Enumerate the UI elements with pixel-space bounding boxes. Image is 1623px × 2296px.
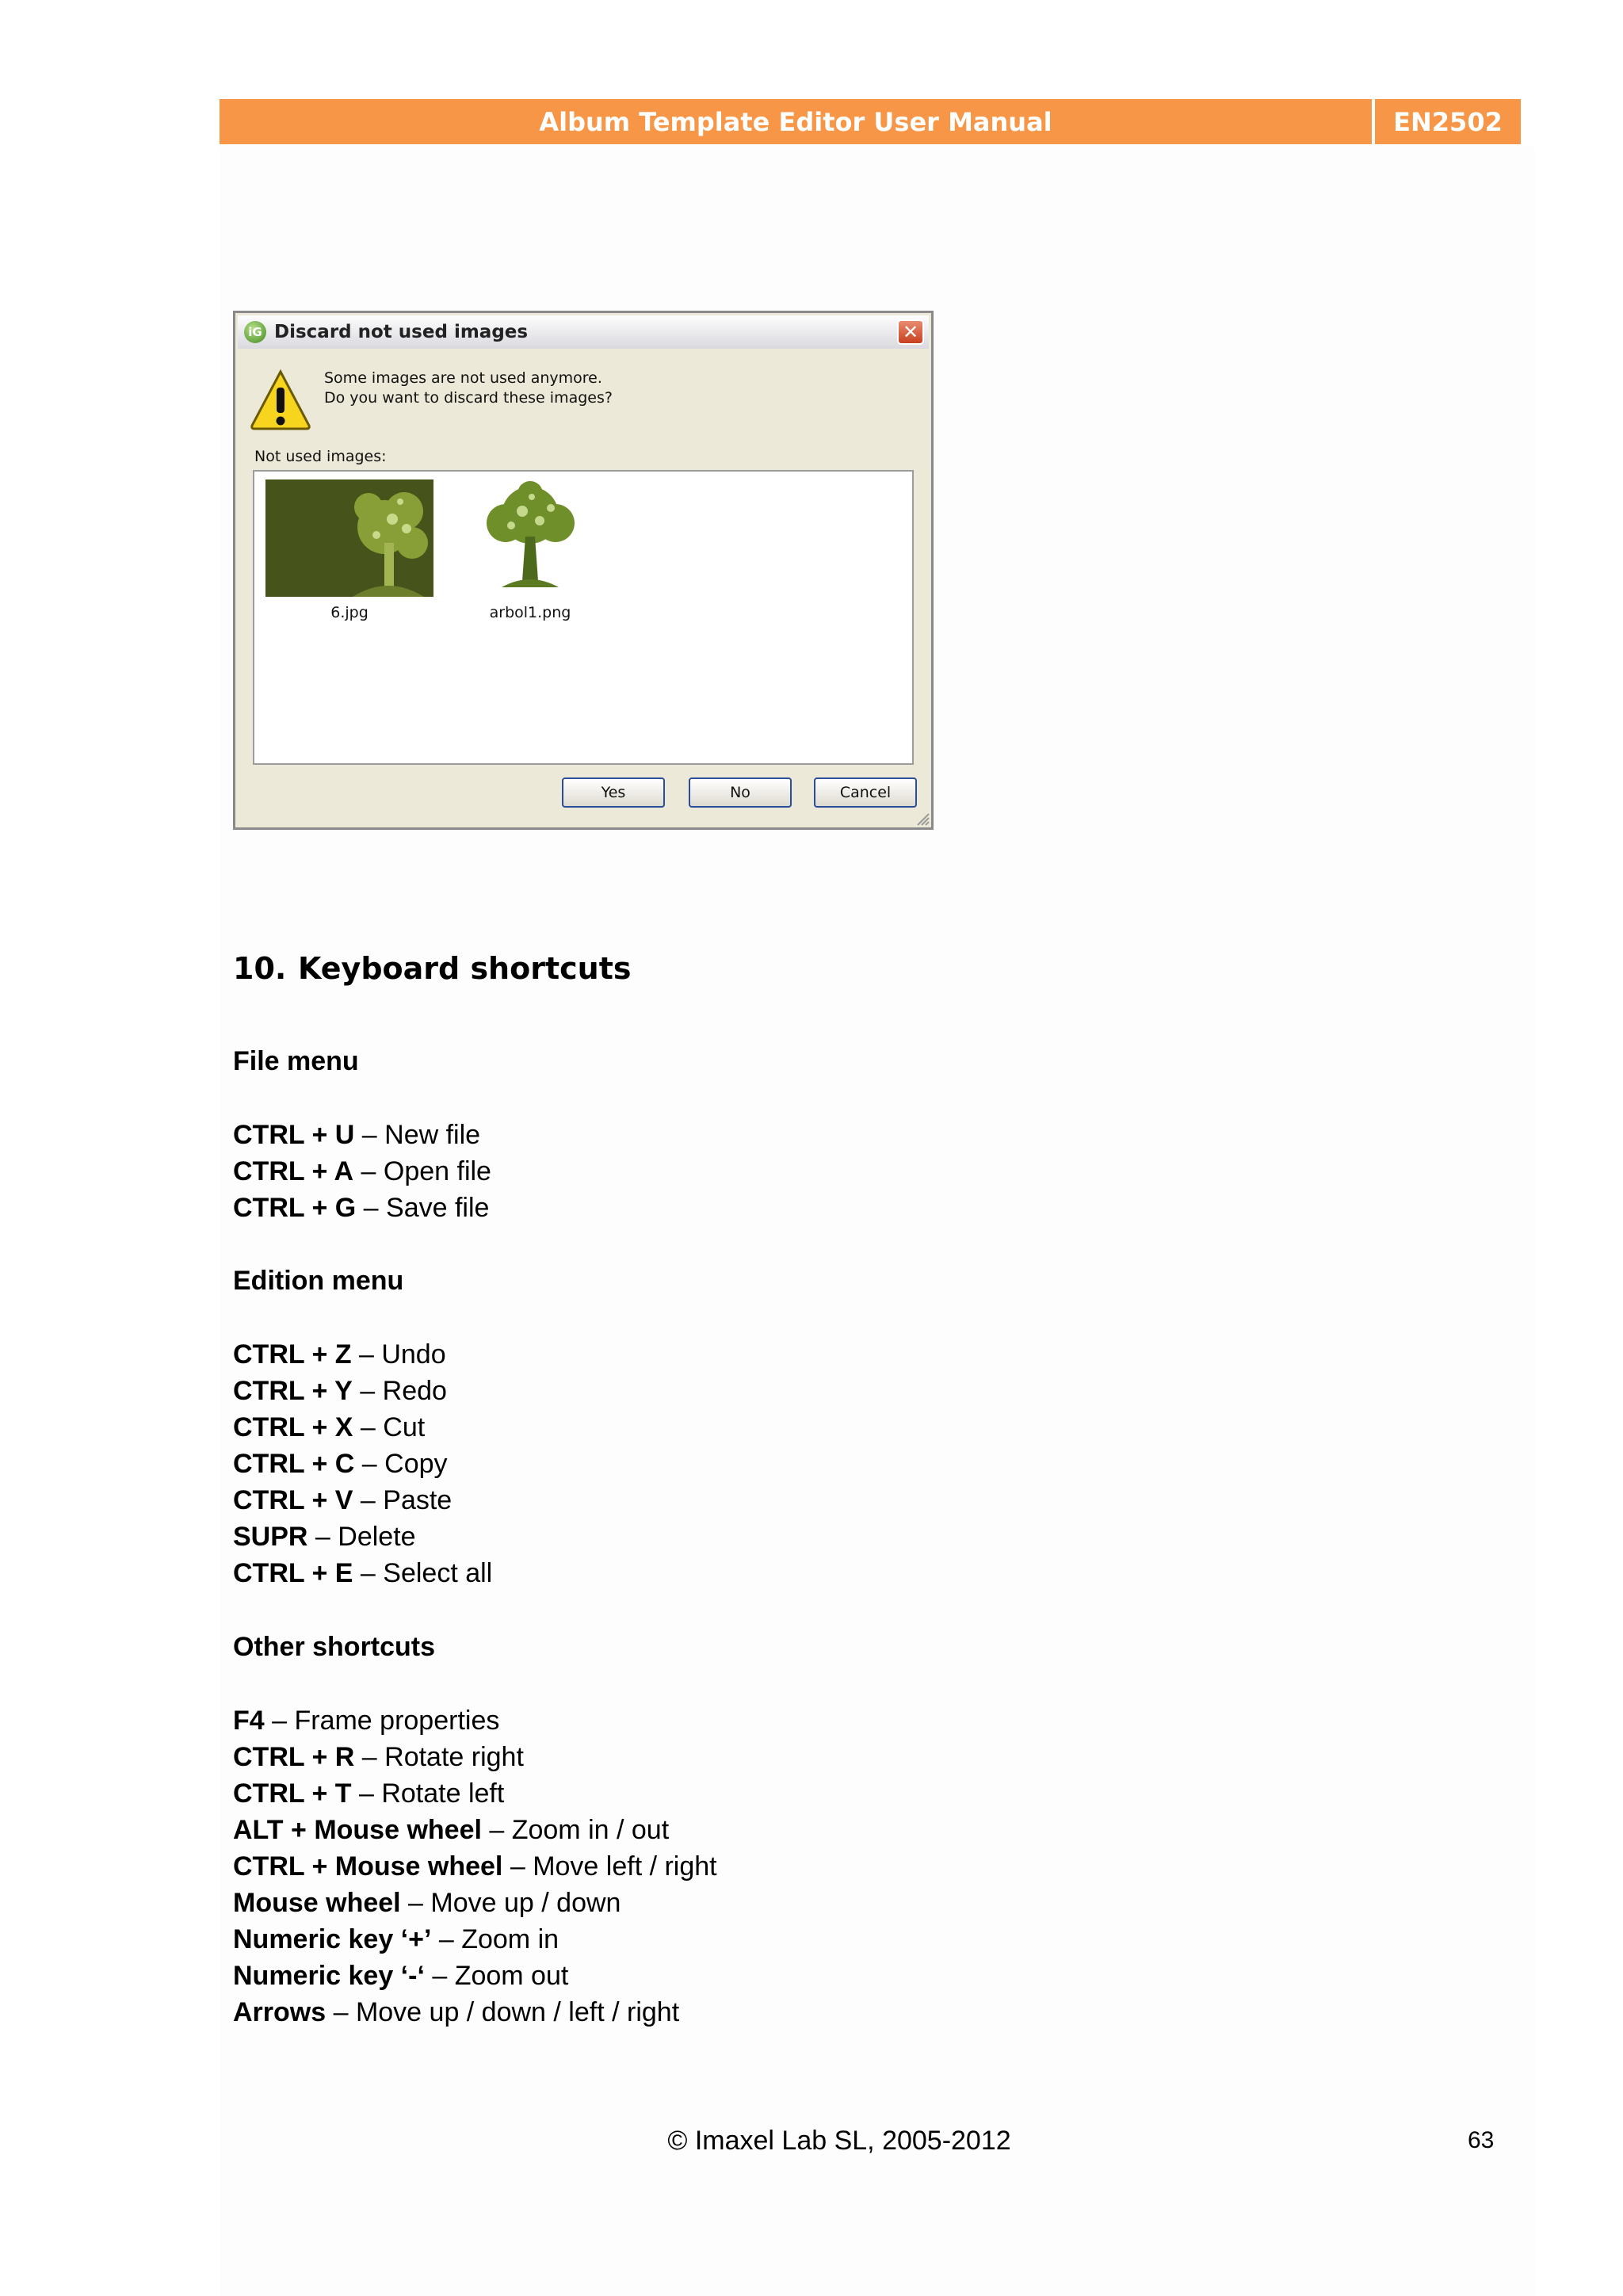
shortcut-desc: – Save file: [356, 1193, 490, 1223]
group-title-edition-menu: Edition menu: [233, 1266, 404, 1296]
shortcut-key: F4: [233, 1706, 265, 1736]
shortcut-desc: – Delete: [307, 1522, 416, 1552]
not-used-images-label: Not used images:: [254, 448, 387, 465]
shortcut-desc: – Paste: [353, 1485, 453, 1515]
app-logo-icon: iG: [244, 321, 266, 343]
image-item[interactable]: [265, 479, 433, 621]
shortcut-key: ALT + Mouse wheel: [233, 1815, 482, 1845]
dialog-message: [324, 369, 613, 408]
shortcut-key: Numeric key ‘+’: [233, 1924, 432, 1954]
group-title-file-menu: File menu: [233, 1046, 359, 1076]
shortcut-desc: – Select all: [353, 1558, 493, 1588]
shortcut-key: CTRL + C: [233, 1449, 355, 1479]
page-footer: [0, 2126, 1623, 2157]
shortcut-item: [233, 1485, 452, 1516]
shortcut-item: [233, 1851, 717, 1882]
page-header: [220, 99, 1521, 144]
shortcut-desc: – Move up / down: [400, 1888, 621, 1918]
shortcut-desc: – Open file: [353, 1156, 491, 1186]
shortcut-item: [233, 1449, 448, 1480]
image-thumbnail: [265, 479, 433, 597]
image-caption: 6.jpg: [330, 604, 369, 621]
shortcut-item: [233, 1376, 447, 1407]
shortcut-desc: – Zoom in: [431, 1924, 559, 1954]
image-caption: arbol1.png: [489, 604, 571, 621]
warning-icon: [250, 369, 311, 432]
shortcut-desc: – Cut: [353, 1412, 426, 1442]
shortcut-key: CTRL + V: [233, 1485, 353, 1515]
message-line-2: Do you want to discard these images?: [324, 389, 613, 407]
shortcut-desc: – Frame properties: [264, 1706, 500, 1736]
image-item[interactable]: [462, 479, 598, 621]
shortcut-key: CTRL + X: [233, 1412, 353, 1442]
shortcut-item: [233, 1339, 446, 1370]
header-code: EN2502: [1375, 99, 1521, 144]
shortcut-key: CTRL + T: [233, 1778, 352, 1809]
shortcut-key: CTRL + Z: [233, 1339, 352, 1370]
shortcut-desc: – Move left / right: [502, 1851, 717, 1881]
shortcut-key: CTRL + A: [233, 1156, 354, 1186]
copyright-text: © Imaxel Lab SL, 2005-2012: [667, 2126, 1011, 2156]
shortcut-key: Numeric key ‘-‘: [233, 1961, 425, 1991]
section-number: 10.: [233, 951, 287, 986]
shortcut-item: [233, 1522, 416, 1553]
image-thumbnail: [462, 479, 598, 597]
shortcut-item: [233, 1924, 559, 1955]
dialog-title: Discard not used images: [274, 322, 529, 342]
shortcut-key: CTRL + U: [233, 1120, 355, 1150]
no-button[interactable]: No: [689, 777, 792, 808]
shortcut-item: [233, 1558, 492, 1589]
shortcut-desc: – Undo: [351, 1339, 446, 1370]
resize-grip-icon[interactable]: [915, 812, 930, 826]
group-title-other-shortcuts: Other shortcuts: [233, 1632, 436, 1662]
close-icon[interactable]: ✕: [897, 319, 924, 345]
shortcut-desc: – Rotate right: [354, 1742, 524, 1772]
shortcut-item: [233, 1888, 621, 1919]
shortcut-item: [233, 1997, 679, 2028]
header-title: Album Template Editor User Manual: [220, 99, 1372, 144]
shortcut-item: [233, 1412, 425, 1443]
section-title: Keyboard shortcuts: [298, 951, 632, 986]
yes-button[interactable]: Yes: [562, 777, 665, 808]
shortcut-key: Arrows: [233, 1997, 327, 2027]
shortcut-key: CTRL + G: [233, 1193, 357, 1223]
shortcut-desc: – New file: [354, 1120, 481, 1150]
shortcut-item: [233, 1193, 489, 1224]
shortcut-desc: – Zoom in / out: [481, 1815, 670, 1845]
shortcut-desc: – Rotate left: [351, 1778, 505, 1809]
shortcut-item: [233, 1706, 499, 1736]
discard-images-dialog: [233, 311, 934, 830]
shortcut-desc: – Zoom out: [424, 1961, 569, 1991]
shortcut-item: [233, 1120, 480, 1151]
shortcut-desc: – Copy: [354, 1449, 448, 1479]
shortcut-key: SUPR: [233, 1522, 308, 1552]
cancel-button[interactable]: Cancel: [814, 777, 917, 808]
shortcut-desc: – Redo: [352, 1376, 447, 1406]
message-line-1: Some images are not used anymore.: [324, 369, 602, 387]
not-used-images-list[interactable]: [253, 470, 914, 765]
dialog-titlebar[interactable]: [238, 315, 929, 349]
shortcut-item: [233, 1742, 524, 1773]
shortcut-desc: – Move up / down / left / right: [326, 1997, 680, 2027]
shortcut-key: CTRL + E: [233, 1558, 353, 1588]
shortcut-item: [233, 1815, 669, 1846]
shortcut-item: [233, 1961, 568, 1992]
shortcut-key: CTRL + Y: [233, 1376, 353, 1406]
shortcut-key: CTRL + R: [233, 1742, 355, 1772]
shortcut-key: CTRL + Mouse wheel: [233, 1851, 503, 1881]
shortcut-item: [233, 1778, 504, 1809]
shortcut-item: [233, 1156, 491, 1187]
section-heading: [233, 951, 632, 986]
shortcut-key: Mouse wheel: [233, 1888, 401, 1918]
page-number: 63: [1468, 2127, 1495, 2153]
